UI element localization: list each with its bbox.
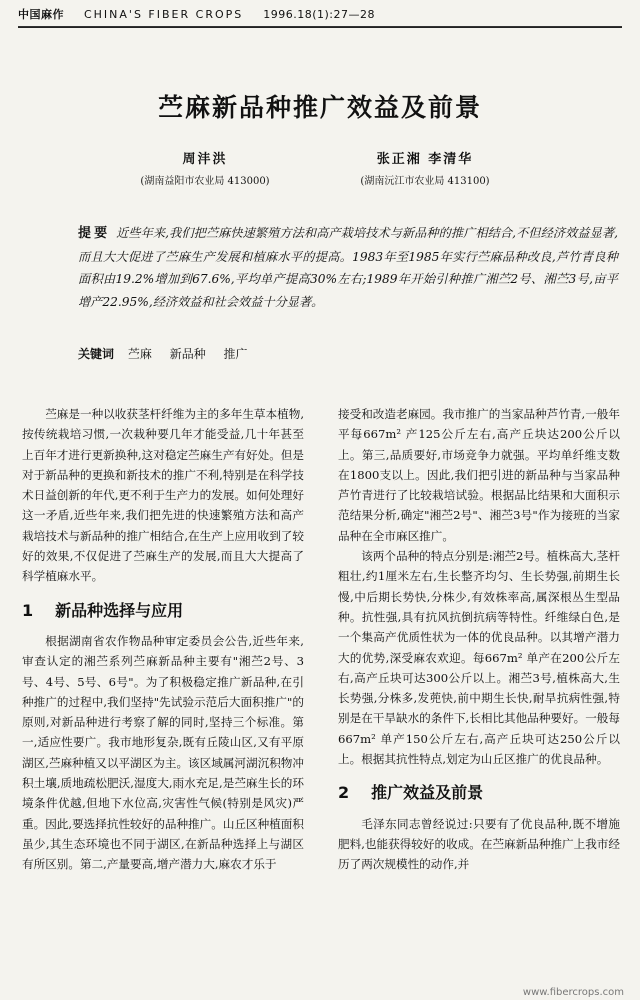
header-rule bbox=[18, 26, 622, 27]
right-column bbox=[338, 404, 620, 875]
author-block-2 bbox=[320, 148, 530, 187]
section1-paragraph: 接受和改造老麻园。我市推广的当家品种芦竹青,一般年平每667m² 产125公斤左右,高产丘块达200公斤以上。第三,品质要好,市场竞争力就强。平均单纤维支数在1800支以上。因此,我们把引进的新品种与当家品种芦竹青进行了比较栽培试验。根据品比结果和大面积示范结果分析,确定"湘苎2号"、湘苎3号"作为接班的当家品种在全市麻区推广。 bbox=[338, 407, 620, 543]
section1-paragraph: 该两个品种的特点分别是:湘苎2号。植株高大,茎杆粗壮,约1厘米左右,生长整齐均匀、生长势强,前期生长慢,中后期长势快,分株少,有效株率高,属深根丛生型品种。抗性强,具有抗风抗倒抗病等特性。纤维绿白色,是一个集高产优质性状为一体的优良品种。以其增产潜力大的优势,深受麻农欢迎。每667m² 单产在200公斤左右,高产丘块可达300公斤以上。湘苎3号,植株高大,生长势强,分株多,发蔸快,前中期生长快,耐旱抗病性强,特别是在干旱缺水的条件下,长相比其他品种要好。一般每667m² 单产150公斤左右,高产丘块可达250公斤以上。根据其抗性特点,划定为山丘区推广的优良品种。 bbox=[338, 549, 620, 767]
keyword: 推广 bbox=[223, 347, 248, 361]
keyword: 苎麻 bbox=[127, 347, 152, 361]
author-name: 周沣洪 bbox=[182, 152, 228, 167]
paper-title: 苎麻新品种推广效益及前景 bbox=[157, 93, 482, 122]
author-affiliation: (湖南沅江市农业局 413100) bbox=[360, 176, 490, 187]
intro-paragraph: 苎麻是一种以收获茎杆纤维为主的多年生草本植物,按传统栽培习惯,一次栽种要几年才能受益,几十年甚至上百年才进行更新换种,这对稳定苎麻生产有好处。但是对于新品种的更换和新技术的推广不利,特别是在科学技术日益创新的年代,更不利于生产力的发展。如何处理好这一矛盾,近些年来,我们把先进的快速繁殖方法和高产栽培技术与新品种的推广相结合,在生产上应用收到了较好的效果,不仅促进了苎麻生产的发展,而且大大提高了科学植麻水平。 bbox=[22, 407, 304, 584]
section1-paragraph: 根据湖南省农作物品种审定委员会公告,近些年来,审查认定的湘苎系列苎麻新品种主要有"湘苎2号、3号、4号、5号、6号"。为了积极稳定推广新品种,在引种推广的过程中,我们坚持"先试验示范后大面积推广"的原则,对新品种进行考察了解的同时,坚持三个标准。第一,适应性要广。我市地形复杂,既有丘陵山区,又有平原湖区,苎麻种植又以平湖区为主。该区域属河湖沉积物冲积土壤,质地疏松肥沃,湿度大,雨水充足,是苎麻生长的环境条件优越,但地下水位高,灾害性气候(特别是风灾)严重。因此,要选择抗性较好的品种推广。山丘区种植面积虽少,其生态环境也不同于湖区,在新品种选择上与湖区有所区别。第二,产量要高,增产潜力大,麻农才乐于 bbox=[22, 633, 304, 872]
section-title: 推广效益及前景 bbox=[371, 783, 484, 803]
author-name: 张正湘 李清华 bbox=[376, 152, 474, 167]
keyword: 新品种 bbox=[169, 347, 206, 361]
abstract bbox=[78, 222, 618, 313]
abstract-label: 提要 bbox=[78, 226, 111, 241]
section-title: 新品种选择与应用 bbox=[55, 600, 184, 620]
citation: 1996.18(1):27—28 bbox=[263, 8, 376, 21]
running-header bbox=[18, 6, 622, 28]
section-heading-2 bbox=[338, 783, 620, 803]
section2-paragraph: 毛泽东同志曾经说过:只要有了优良品种,既不增施肥料,也能获得较好的收成。在苎麻新品种推广上我市经历了两次规模性的动作,并 bbox=[338, 816, 620, 872]
keywords-label: 关键词 bbox=[78, 347, 115, 361]
journal-name-cn: 中国麻作 bbox=[18, 8, 64, 21]
left-column bbox=[22, 404, 304, 875]
section-heading-1 bbox=[22, 601, 304, 621]
author-block-1 bbox=[120, 148, 290, 187]
author-affiliation: (湖南益阳市农业局 413000) bbox=[140, 176, 270, 187]
section-number: 1 bbox=[22, 600, 34, 620]
keywords bbox=[78, 345, 262, 362]
watermark: www.fibercrops.com bbox=[522, 987, 624, 998]
abstract-text: 近些年来,我们把苎麻快速繁殖方法和高产栽培技术与新品种的推广相结合,不但经济效益显著,而且大大促进了苎麻生产发展和植麻水平的提高。1983年至1985年实行苎麻品种改良,芦竹青良种面积由19.2%增加到67.6%,平均单产提高30%左右;1989年开始引种推广湘苎2号、湘苎3号,亩平增产22.95%,经济效益和社会效益十分显著。 bbox=[78, 226, 618, 309]
section-number: 2 bbox=[338, 783, 350, 803]
journal-name-en: CHINA'S FIBER CROPS bbox=[83, 8, 244, 21]
